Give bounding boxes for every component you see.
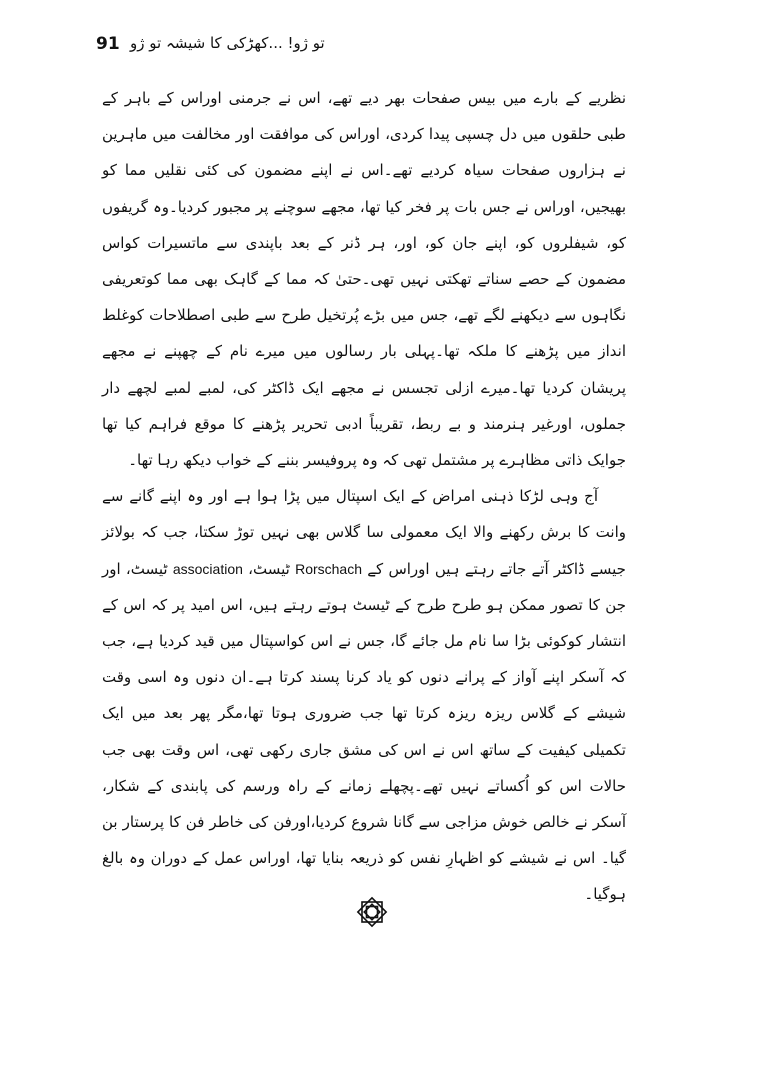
page-header: [96, 34, 632, 60]
term-association: association: [172, 560, 243, 577]
page-number: 91: [96, 34, 120, 54]
paragraph-text: آج وہی لڑکا ذہنی امراض کے ایک اسپتال میں پڑا ہوا ہے اور وہ اپنے گانے سے وانت کا برش رکھنے والا ایک معمولی سا گلاس بھی نہیں توڑ سکتا، جب کہ بولائز جیسے ڈاکٹر آتے جاتے رہتے ہیں اوراس کے: [102, 487, 626, 578]
paragraph: [102, 478, 626, 912]
paragraph-text: ٹیسٹ،: [248, 559, 290, 578]
paragraph: [102, 80, 626, 478]
eight-point-star-ornament-icon: [355, 895, 389, 929]
paragraph-text: نظریے کے بارے میں بیس صفحات بھر دیے تھے، اس نے جرمنی اوراس کے باہر کے طبی حلقوں میں دل چسپی پیدا کردی، اوراس کی موافقت اور مخالفت میں ماہرین نے ہزاروں صفحات سیاہ کردیے تھے۔اس نے اپنے مضمون کی کئی نقلیں مما کو بھیجیں، اوراس نے جس بات پر فخر کیا تھا، مجھے سوچنے پر مجبور کردیا۔وہ گریفوں کو، شیفلروں کو، اپنے جان کو، اور، ہر ڈنر کے بعد باپندی سے ماتسیرات کواس مضمون کے حصے سناتے تھکتی نہیں تھی۔حتیٰ کہ مما کے گاہک بھی مما کوتعریفی نگاہوں سے دیکھنے لگے تھے، جس میں بڑے پُرتخیل طرح سے طبی اصطلاحات کوغلط انداز میں پڑھنے کا ملکہ تھا۔پہلی بار رسالوں میں میرے نام کے چھپنے نے مجھے پریشان کردیا تھا۔میرے ازلی تجسس نے مجھے ایک ڈاکٹر کی، لمبے لمبے لچھے دار جملوں، اورغیر ہنرمند و بے ربط، تقریباً ادبی تحریر پڑھنے کا موقع فراہم کیا تھا جوایک ذاتی مظاہرے پر مشتمل تھی کہ وہ پروفیسر بننے کے خواب دیکھ رہا تھا۔: [102, 89, 626, 470]
term-rorschach: Rorschach: [295, 560, 362, 577]
body-text: [102, 80, 626, 913]
paragraph-text: ٹیسٹ، اور جن کا تصور ممکن ہو طرح طرح کے ٹیسٹ ہوتے رہتے ہیں، اس امید پر کہ اس کے انتشار کوکوئی بڑا سا نام مل جائے گا، جس نے اس کواسپتال میں قید کردیا ہے، جب کہ آسکر اپنے آواز کے پرانے دنوں کو یاد کرنا پسند کرتا ہے۔ان دنوں وہ اسی وقت شیشے کے گلاس ریزہ ریزہ کرتا تھا جب ضروری ہوتا تھا،مگر پھر بعد میں ایک تکمیلی کیفیت کے ساتھ اس نے اس کی مشق جاری رکھی تھی، اس وقت بھی جب حالات اس کو اُکساتے نہیں تھے۔پچھلے زمانے کے راہ ورسم کی پابندی کے شکار، آسکر نے خالص خوش مزاجی سے گانا شروع کردیا،اورفن کی خاطر فن کا پرستار بن گیا۔ اس نے شیشے کو اظہارِ نفس کو ذریعہ بنایا تھا، اوراس عمل کے دوران وہ بالغ ہوگیا۔: [102, 559, 626, 904]
running-title: تو ژو! ...کھڑکی کا شیشہ تو ژو: [130, 34, 325, 52]
